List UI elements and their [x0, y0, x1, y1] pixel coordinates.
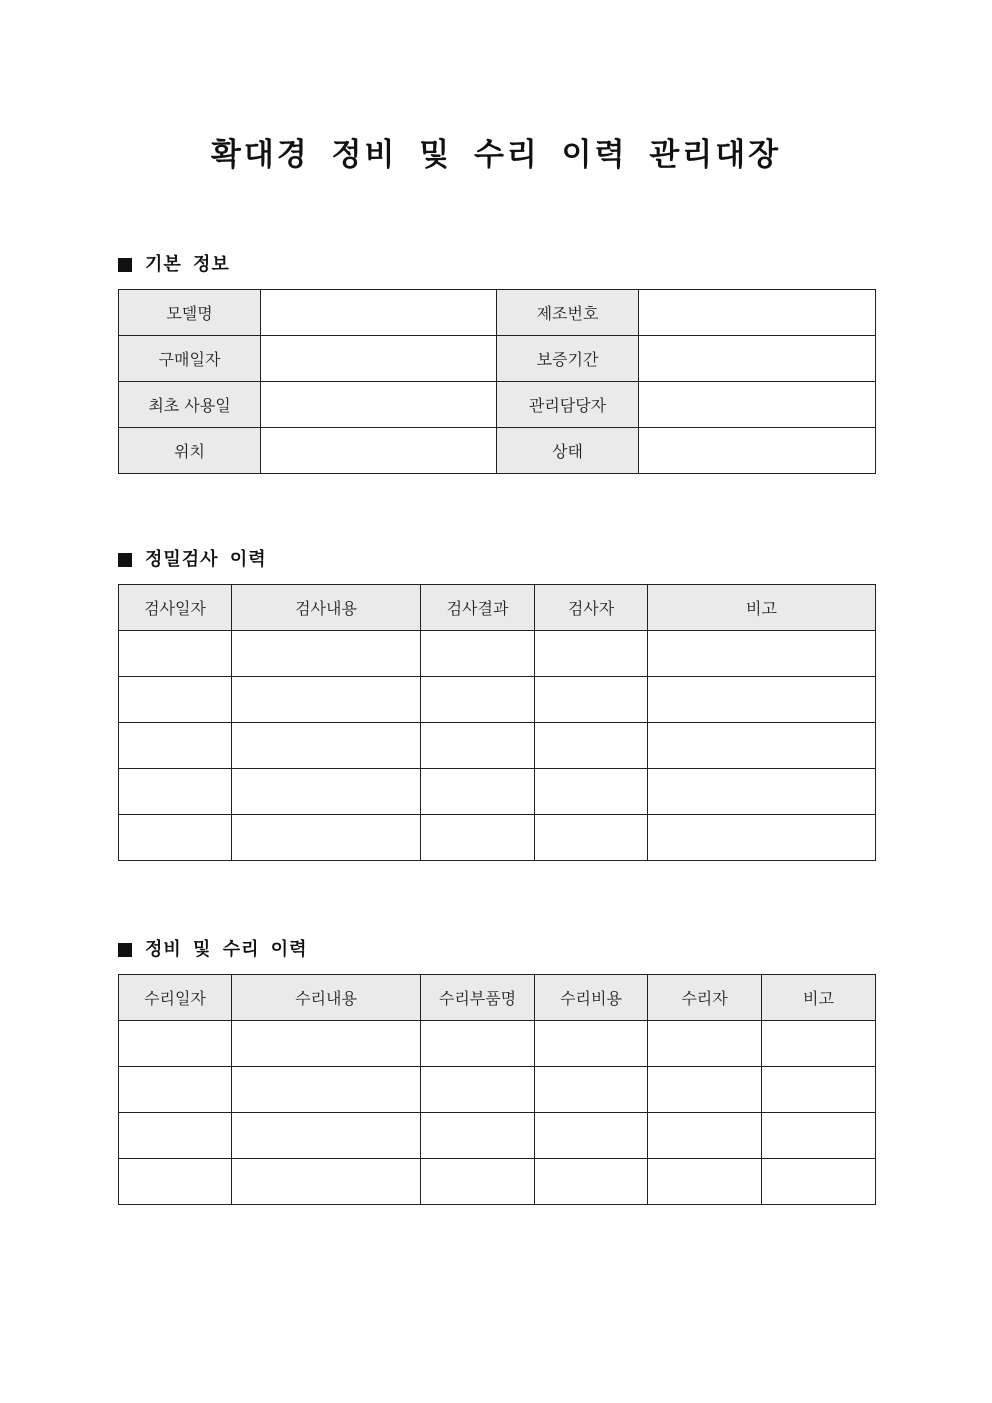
inspection-history-table — [118, 584, 876, 861]
table-cell[interactable] — [232, 769, 421, 815]
table-row — [119, 290, 876, 336]
label-manager: 관리담당자 — [497, 382, 639, 428]
table-cell[interactable] — [535, 723, 648, 769]
repair-history-table — [118, 974, 876, 1205]
table-cell[interactable] — [535, 631, 648, 677]
inspection-history-heading-text: 정밀검사 이력 — [145, 549, 267, 570]
table-row — [119, 428, 876, 474]
label-serial-number: 제조번호 — [497, 290, 639, 336]
column-header-remarks: 비고 — [648, 585, 876, 631]
table-row — [119, 382, 876, 428]
table-cell[interactable] — [648, 1113, 762, 1159]
repair-history-heading-text: 정비 및 수리 이력 — [145, 939, 308, 960]
table-cell[interactable] — [232, 631, 421, 677]
first-use-date-field[interactable] — [261, 382, 497, 428]
table-row — [119, 677, 876, 723]
document-title: 확대경 정비 및 수리 이력 관리대장 — [210, 137, 782, 173]
table-cell[interactable] — [421, 677, 535, 723]
column-header-repair-content: 수리내용 — [232, 975, 421, 1021]
table-cell[interactable] — [421, 1067, 535, 1113]
basic-info-heading-text: 기본 정보 — [145, 254, 230, 275]
table-cell[interactable] — [648, 677, 876, 723]
table-cell[interactable] — [119, 1113, 232, 1159]
table-row — [119, 1113, 876, 1159]
label-first-use-date: 최초 사용일 — [119, 382, 261, 428]
table-cell[interactable] — [119, 1021, 232, 1067]
table-cell[interactable] — [119, 1067, 232, 1113]
table-cell[interactable] — [648, 1021, 762, 1067]
column-header-repair-part-name: 수리부품명 — [421, 975, 535, 1021]
table-cell[interactable] — [421, 1159, 535, 1205]
table-row — [119, 631, 876, 677]
table-cell[interactable] — [535, 1021, 648, 1067]
label-model-name: 모델명 — [119, 290, 261, 336]
table-row — [119, 1021, 876, 1067]
table-cell[interactable] — [762, 1021, 876, 1067]
table-cell[interactable] — [535, 769, 648, 815]
basic-info-table — [118, 289, 876, 474]
column-header-inspection-date: 검사일자 — [119, 585, 232, 631]
square-bullet-icon — [118, 553, 132, 567]
table-cell[interactable] — [535, 1113, 648, 1159]
table-cell[interactable] — [762, 1159, 876, 1205]
column-header-repair-date: 수리일자 — [119, 975, 232, 1021]
table-cell[interactable] — [232, 677, 421, 723]
table-cell[interactable] — [421, 815, 535, 861]
table-header-row — [119, 975, 876, 1021]
model-name-field[interactable] — [261, 290, 497, 336]
label-warranty-period: 보증기간 — [497, 336, 639, 382]
table-row — [119, 336, 876, 382]
table-cell[interactable] — [232, 1067, 421, 1113]
table-cell[interactable] — [232, 1021, 421, 1067]
table-cell[interactable] — [535, 1159, 648, 1205]
table-cell[interactable] — [421, 1113, 535, 1159]
table-cell[interactable] — [119, 769, 232, 815]
table-cell[interactable] — [535, 815, 648, 861]
basic-info-heading — [118, 252, 230, 278]
table-header-row — [119, 585, 876, 631]
label-location: 위치 — [119, 428, 261, 474]
table-cell[interactable] — [232, 815, 421, 861]
status-field[interactable] — [639, 428, 876, 474]
table-cell[interactable] — [648, 815, 876, 861]
table-cell[interactable] — [119, 723, 232, 769]
table-row — [119, 815, 876, 861]
table-cell[interactable] — [119, 677, 232, 723]
table-cell[interactable] — [648, 723, 876, 769]
column-header-remarks: 비고 — [762, 975, 876, 1021]
table-cell[interactable] — [232, 1113, 421, 1159]
table-cell[interactable] — [762, 1113, 876, 1159]
table-row — [119, 769, 876, 815]
label-status: 상태 — [497, 428, 639, 474]
table-cell[interactable] — [232, 1159, 421, 1205]
table-cell[interactable] — [648, 1159, 762, 1205]
table-cell[interactable] — [421, 1021, 535, 1067]
table-cell[interactable] — [648, 769, 876, 815]
table-cell[interactable] — [421, 631, 535, 677]
label-purchase-date: 구매일자 — [119, 336, 261, 382]
column-header-repairer: 수리자 — [648, 975, 762, 1021]
table-cell[interactable] — [119, 815, 232, 861]
column-header-inspector: 검사자 — [535, 585, 648, 631]
inspection-history-heading — [118, 547, 267, 573]
column-header-inspection-content: 검사내용 — [232, 585, 421, 631]
square-bullet-icon — [118, 943, 132, 957]
column-header-repair-cost: 수리비용 — [535, 975, 648, 1021]
table-cell[interactable] — [648, 631, 876, 677]
square-bullet-icon — [118, 258, 132, 272]
serial-number-field[interactable] — [639, 290, 876, 336]
location-field[interactable] — [261, 428, 497, 474]
table-cell[interactable] — [762, 1067, 876, 1113]
table-cell[interactable] — [535, 677, 648, 723]
table-cell[interactable] — [535, 1067, 648, 1113]
warranty-period-field[interactable] — [639, 336, 876, 382]
manager-field[interactable] — [639, 382, 876, 428]
table-cell[interactable] — [119, 1159, 232, 1205]
repair-history-heading — [118, 937, 308, 963]
table-row — [119, 723, 876, 769]
table-cell[interactable] — [119, 631, 232, 677]
table-cell[interactable] — [648, 1067, 762, 1113]
purchase-date-field[interactable] — [261, 336, 497, 382]
table-cell[interactable] — [232, 723, 421, 769]
table-row — [119, 1159, 876, 1205]
table-cell[interactable] — [421, 723, 535, 769]
table-row — [119, 1067, 876, 1113]
column-header-inspection-result: 검사결과 — [421, 585, 535, 631]
table-cell[interactable] — [421, 769, 535, 815]
